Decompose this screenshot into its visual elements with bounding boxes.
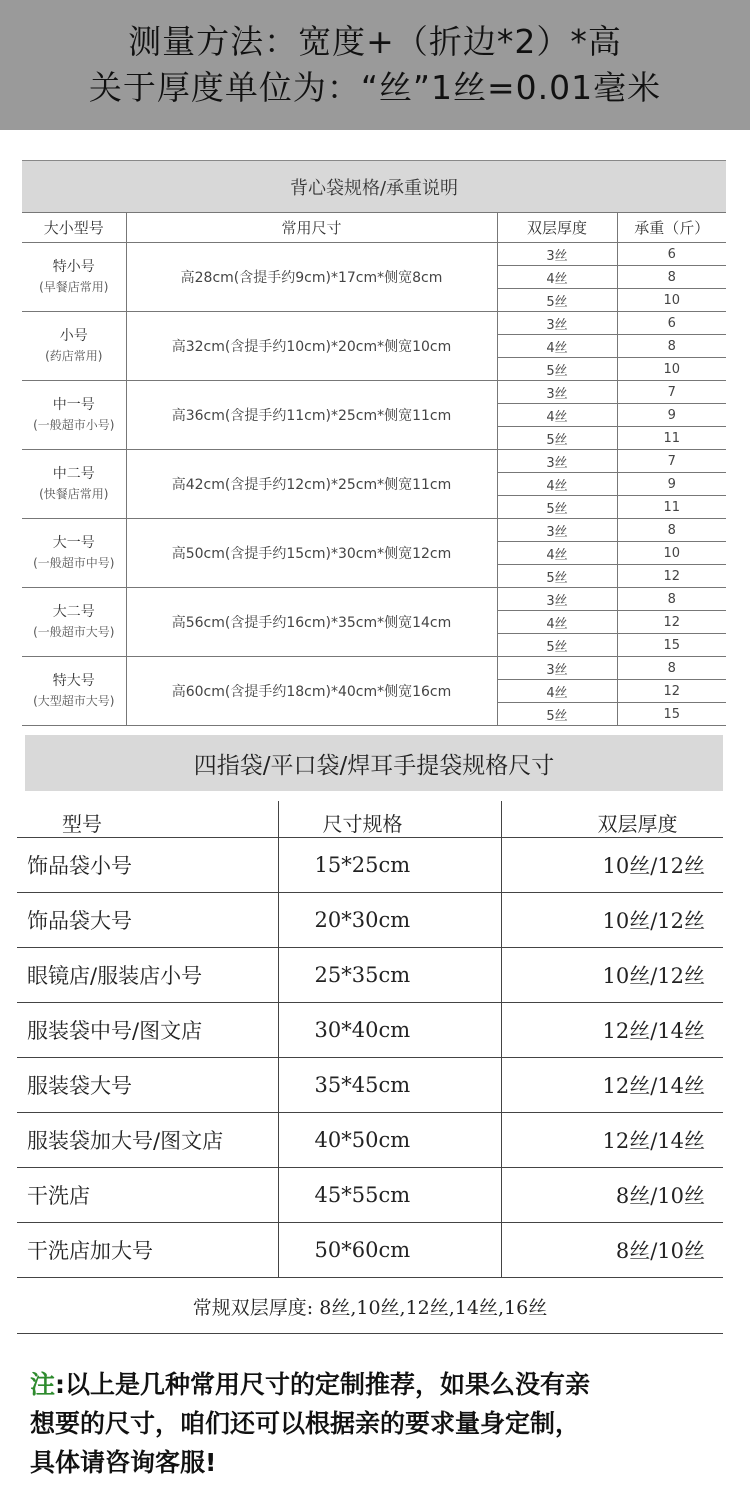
thickness-cell: 8丝/10丝	[501, 1223, 723, 1278]
thickness-cell: 3丝	[497, 588, 617, 611]
size-cell: 40*50cm	[278, 1113, 501, 1168]
size-name-cell	[22, 312, 126, 381]
size-cell: 15*25cm	[278, 838, 501, 893]
note-line: 想要的尺寸，咱们还可以根据亲的要求量身定制，	[30, 1409, 581, 1438]
size-usage-note: (一般超市小号)	[33, 418, 115, 432]
load-cell: 11	[617, 427, 726, 450]
model-cell: 干洗店加大号	[17, 1223, 278, 1278]
load-cell: 6	[617, 312, 726, 335]
thickness-cell: 12丝/14丝	[501, 1113, 723, 1168]
flat-table-title: 四指袋/平口袋/焊耳手提袋规格尺寸	[25, 735, 723, 791]
load-cell: 10	[617, 542, 726, 565]
size-usage-note: (一般超市中号)	[33, 556, 115, 570]
size-usage-note: (药店常用)	[45, 349, 103, 363]
size-cell: 35*45cm	[278, 1058, 501, 1113]
vest-bag-table	[22, 212, 726, 726]
dimensions-cell: 高60cm(含提手约18cm)*40cm*侧宽16cm	[126, 657, 497, 726]
thickness-cell: 5丝	[497, 703, 617, 726]
size-name: 大一号	[52, 535, 95, 551]
size-name-cell	[22, 450, 126, 519]
table-row	[22, 519, 726, 542]
table-row	[17, 948, 723, 1003]
load-cell: 9	[617, 473, 726, 496]
model-cell: 服装袋大号	[17, 1058, 278, 1113]
load-cell: 12	[617, 611, 726, 634]
thickness-cell: 4丝	[497, 404, 617, 427]
size-cell: 20*30cm	[278, 893, 501, 948]
load-cell: 11	[617, 496, 726, 519]
thickness-cell: 8丝/10丝	[501, 1168, 723, 1223]
size-name: 特小号	[52, 259, 95, 275]
thickness-cell: 5丝	[497, 634, 617, 657]
size-name: 中二号	[52, 466, 95, 482]
table-row	[22, 588, 726, 611]
size-name: 大二号	[52, 604, 95, 620]
thickness-cell: 4丝	[497, 266, 617, 289]
load-cell: 7	[617, 450, 726, 473]
model-cell: 饰品袋大号	[17, 893, 278, 948]
size-name-cell	[22, 657, 126, 726]
custom-note	[30, 1365, 720, 1482]
load-cell: 8	[617, 588, 726, 611]
load-cell: 15	[617, 634, 726, 657]
thickness-cell: 3丝	[497, 519, 617, 542]
load-cell: 7	[617, 381, 726, 404]
dimensions-cell: 高50cm(含提手约15cm)*30cm*侧宽12cm	[126, 519, 497, 588]
thickness-unit-text: 关于厚度单位为：“丝”1丝=0.01毫米	[88, 68, 662, 107]
table-row	[17, 838, 723, 893]
size-usage-note: (大型超市大号)	[33, 694, 115, 708]
thickness-cell: 3丝	[497, 657, 617, 680]
table-row	[17, 1168, 723, 1223]
thickness-cell: 4丝	[497, 335, 617, 358]
thickness-cell: 5丝	[497, 565, 617, 588]
thickness-cell: 3丝	[497, 243, 617, 266]
model-cell: 眼镜店/服装店小号	[17, 948, 278, 1003]
thickness-cell: 10丝/12丝	[501, 948, 723, 1003]
thickness-cell: 12丝/14丝	[501, 1058, 723, 1113]
size-name-cell	[22, 381, 126, 450]
thickness-cell: 10丝/12丝	[501, 893, 723, 948]
table-row	[22, 450, 726, 473]
thickness-cell: 5丝	[497, 427, 617, 450]
flat-bag-table	[17, 801, 723, 1278]
size-name: 中一号	[52, 397, 95, 413]
dimensions-cell: 高42cm(含提手约12cm)*25cm*侧宽11cm	[126, 450, 497, 519]
table-row	[17, 1058, 723, 1113]
table-row	[22, 243, 726, 266]
size-cell: 25*35cm	[278, 948, 501, 1003]
size-name-cell	[22, 243, 126, 312]
table-row	[17, 1003, 723, 1058]
size-cell: 50*60cm	[278, 1223, 501, 1278]
table-header-row	[17, 801, 723, 838]
size-cell: 45*55cm	[278, 1168, 501, 1223]
thickness-cell: 12丝/14丝	[501, 1003, 723, 1058]
load-cell: 8	[617, 519, 726, 542]
model-cell: 服装袋中号/图文店	[17, 1003, 278, 1058]
load-cell: 9	[617, 404, 726, 427]
dimensions-cell: 高32cm(含提手约10cm)*20cm*侧宽10cm	[126, 312, 497, 381]
load-cell: 10	[617, 289, 726, 312]
note-prefix: 注	[30, 1370, 56, 1399]
regular-thickness-text: 常规双层厚度: 8丝,10丝,12丝,14丝,16丝	[17, 1279, 723, 1334]
table-row	[22, 657, 726, 680]
thickness-cell: 5丝	[497, 358, 617, 381]
column-header: 常用尺寸	[126, 213, 497, 243]
header-banner	[0, 0, 750, 130]
table-row	[17, 893, 723, 948]
column-header: 大小型号	[22, 213, 126, 243]
column-header: 型号	[17, 801, 278, 838]
dimensions-cell: 高56cm(含提手约16cm)*35cm*侧宽14cm	[126, 588, 497, 657]
thickness-cell: 5丝	[497, 496, 617, 519]
thickness-cell: 3丝	[497, 450, 617, 473]
size-name-cell	[22, 519, 126, 588]
thickness-cell: 4丝	[497, 473, 617, 496]
table-row	[17, 1113, 723, 1168]
load-cell: 15	[617, 703, 726, 726]
dimensions-cell: 高28cm(含提手约9cm)*17cm*侧宽8cm	[126, 243, 497, 312]
dimensions-cell: 高36cm(含提手约11cm)*25cm*侧宽11cm	[126, 381, 497, 450]
load-cell: 12	[617, 680, 726, 703]
load-cell: 10	[617, 358, 726, 381]
column-header: 双层厚度	[497, 213, 617, 243]
table-header-row	[22, 213, 726, 243]
thickness-cell: 5丝	[497, 289, 617, 312]
table-row	[22, 381, 726, 404]
load-cell: 12	[617, 565, 726, 588]
measure-method-text: 测量方法：宽度+（折边*2）*高	[128, 22, 622, 61]
size-name: 特大号	[52, 673, 95, 689]
thickness-cell: 4丝	[497, 542, 617, 565]
size-usage-note: (快餐店常用)	[39, 487, 109, 501]
column-header: 承重（斤）	[617, 213, 726, 243]
table-row	[22, 312, 726, 335]
model-cell: 干洗店	[17, 1168, 278, 1223]
load-cell: 8	[617, 657, 726, 680]
thickness-cell: 4丝	[497, 680, 617, 703]
vest-table-title: 背心袋规格/承重说明	[22, 160, 726, 213]
thickness-cell: 3丝	[497, 381, 617, 404]
size-usage-note: (早餐店常用)	[39, 280, 109, 294]
column-header: 双层厚度	[501, 801, 723, 838]
thickness-cell: 4丝	[497, 611, 617, 634]
load-cell: 8	[617, 266, 726, 289]
thickness-cell: 3丝	[497, 312, 617, 335]
size-name-cell	[22, 588, 126, 657]
note-line: 具体请咨询客服!	[30, 1448, 217, 1477]
model-cell: 服装袋加大号/图文店	[17, 1113, 278, 1168]
size-name: 小号	[59, 328, 88, 344]
column-header: 尺寸规格	[278, 801, 501, 838]
size-usage-note: (一般超市大号)	[33, 625, 115, 639]
model-cell: 饰品袋小号	[17, 838, 278, 893]
thickness-cell: 10丝/12丝	[501, 838, 723, 893]
table-row	[17, 1223, 723, 1278]
load-cell: 8	[617, 335, 726, 358]
note-line: :以上是几种常用尺寸的定制推荐，如果么没有亲	[55, 1370, 591, 1399]
size-cell: 30*40cm	[278, 1003, 501, 1058]
load-cell: 6	[617, 243, 726, 266]
